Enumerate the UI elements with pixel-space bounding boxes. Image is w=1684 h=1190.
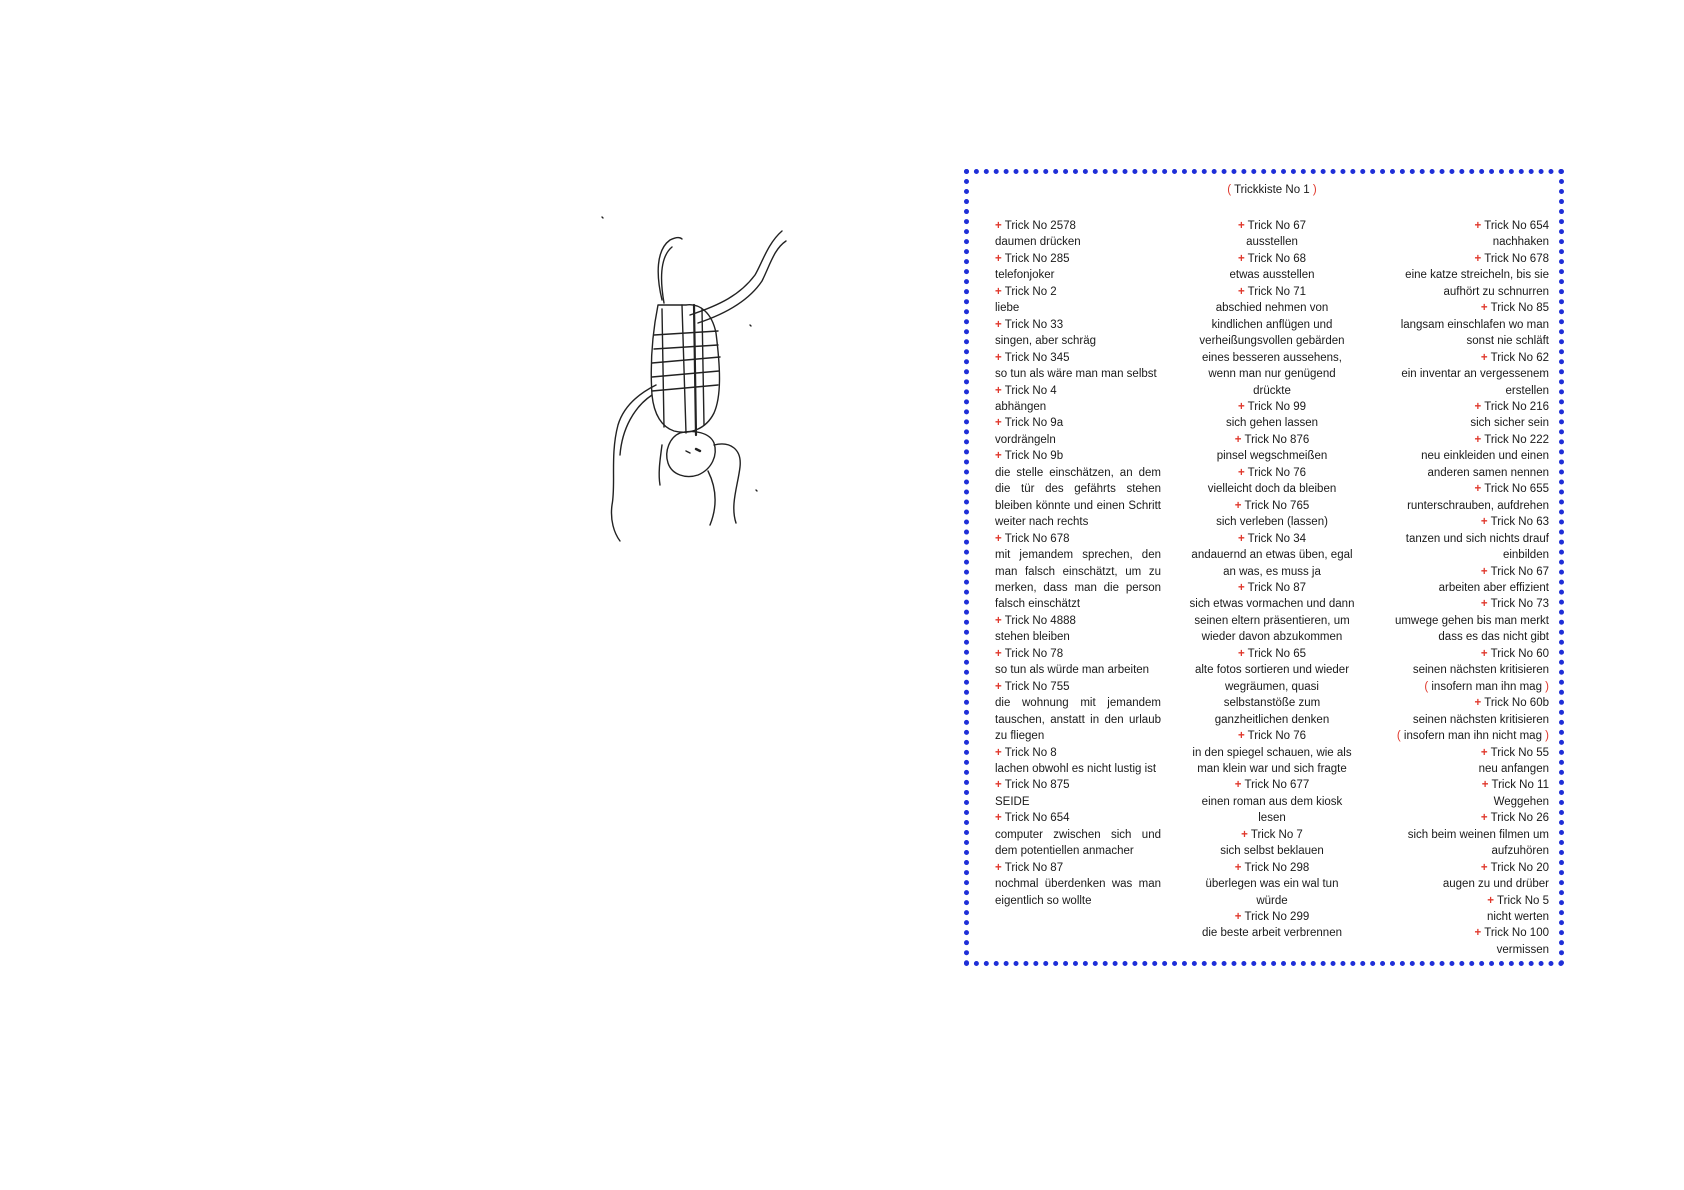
trick-entry [1189,728,1355,777]
plus-icon: + [1474,433,1482,446]
trick-label-line [1189,909,1355,925]
trick-label-line [1383,860,1549,876]
trick-label: Trick No 222 [1484,433,1549,446]
plus-icon: + [1474,697,1482,710]
trick-label: Trick No 677 [1244,779,1310,792]
plus-icon: + [995,351,1002,364]
trick-entry [995,350,1161,383]
plus-icon: + [1480,598,1488,611]
trick-label-line [1383,300,1549,316]
trick-entry [1383,925,1549,958]
trick-label-line [1383,646,1549,662]
trick-entry [1189,432,1355,465]
trick-label: Trick No 765 [1244,499,1310,512]
trick-entry [1189,218,1355,251]
trick-label: Trick No 2 [1004,285,1057,298]
trick-label-line [1383,925,1549,941]
plus-icon: + [995,220,1002,232]
trick-label-line [1383,893,1549,909]
trick-label-line [1189,580,1355,596]
trick-description: sich beim weinen filmen um aufzuhören [1407,828,1549,858]
trick-label-line [1189,498,1355,514]
title-open-paren: ( [1227,184,1232,196]
trick-label: Trick No 5 [1497,894,1549,907]
trick-description: seinen nächsten kritisieren [1412,713,1549,726]
trick-entry [1189,465,1355,498]
trick-label-line [995,613,1161,629]
trick-description: mit jemandem sprechen, den man falsch einschätzt, um zu merken, dass man die person falsch einschätzt [995,549,1161,611]
plus-icon: + [995,614,1002,627]
trick-column-middle [1189,218,1355,958]
trick-description: Weggehen [1493,795,1549,808]
trick-label: Trick No 7 [1250,828,1303,841]
plus-icon: + [1237,285,1245,298]
plus-icon: + [995,384,1002,397]
plus-icon: + [995,812,1002,825]
trick-description: vordrängeln [995,433,1056,446]
trick-entry [1383,514,1549,563]
trick-label: Trick No 63 [1490,516,1549,529]
plus-icon: + [1237,220,1245,232]
trick-description: singen, aber schräg [995,335,1097,348]
trick-entry [1383,646,1549,695]
trick-label: Trick No 62 [1490,351,1549,364]
trick-label: Trick No 85 [1490,302,1549,315]
trick-description: einen roman aus dem kiosk lesen [1201,795,1343,825]
trick-entry [995,860,1161,909]
trick-label-line [1383,564,1549,580]
trick-label: Trick No 2578 [1004,220,1076,232]
trick-label-line [1189,646,1355,662]
trick-entry [1189,284,1355,399]
trick-description: vielleicht doch da bleiben [1207,483,1337,496]
trick-entry [1383,350,1549,399]
trick-column-right [1383,218,1549,958]
trick-label-line [995,810,1161,826]
trick-label: Trick No 87 [1247,581,1307,594]
trick-description: sich selbst beklauen [1220,845,1324,858]
plus-icon: + [1237,647,1245,660]
trick-label: Trick No 11 [1491,779,1549,792]
plus-icon: + [1480,746,1488,759]
trick-entry [995,251,1161,284]
plus-icon: + [1480,812,1488,825]
plus-icon: + [1237,730,1245,743]
trick-entry [1383,596,1549,645]
plus-icon: + [1480,516,1488,529]
plus-icon: + [995,680,1002,693]
trick-description: SEIDE [995,795,1030,808]
plus-icon: + [1237,532,1245,545]
trick-description: stehen bleiben [995,631,1070,644]
trick-label: Trick No 26 [1490,812,1549,825]
trick-label-line [1189,860,1355,876]
trick-label-line [1383,745,1549,761]
plus-icon: + [995,532,1002,545]
trick-description: andauernd an etwas üben, egal an was, es muss ja [1191,549,1353,578]
plus-icon: + [1480,302,1488,315]
trick-entry [1189,498,1355,531]
trick-description: ausstellen [1246,236,1298,249]
trick-label-line [1189,399,1355,415]
note-close-paren: ) [1541,680,1549,693]
trick-label: Trick No 100 [1484,927,1549,940]
trick-entry [1383,300,1549,349]
trick-label-line [995,679,1161,695]
plus-icon: + [995,861,1002,874]
trick-entry [1189,531,1355,580]
trick-entry [1383,218,1549,251]
trick-entry [1189,251,1355,284]
trick-label: Trick No 33 [1004,318,1064,331]
plus-icon: + [995,450,1002,463]
trick-description: liebe [995,302,1020,315]
trick-label-line [1383,596,1549,612]
trick-description: computer zwischen sich und dem potentiellen anmacher [995,828,1161,858]
trick-label: Trick No 73 [1490,598,1549,611]
plus-icon: + [1234,499,1242,512]
trick-label: Trick No 655 [1484,483,1549,496]
plus-icon: + [995,417,1002,430]
trick-description: nachhaken [1492,236,1549,249]
trick-label-line [1189,531,1355,547]
trick-label-line [995,317,1161,333]
trick-label-line [1189,777,1355,793]
trick-entry [995,284,1161,317]
plus-icon: + [995,647,1002,660]
trick-label-line [995,646,1161,662]
trick-description: etwas ausstellen [1229,269,1315,282]
trick-entry [1189,399,1355,432]
plus-icon: + [1237,252,1245,265]
trick-entry [995,218,1161,251]
title-close-paren: ) [1312,184,1317,196]
trick-label: Trick No 76 [1247,466,1307,479]
trick-entry [1383,481,1549,514]
trick-entry [1383,564,1549,597]
trick-entry [1383,432,1549,481]
trick-description: seinen nächsten kritisieren [1412,664,1549,677]
trick-entry [995,679,1161,745]
trick-description: nochmal überdenken was man eigentlich so wollte [995,878,1161,907]
plus-icon: + [1481,779,1489,792]
trick-label: Trick No 875 [1004,779,1070,792]
trick-label-line [1383,399,1549,415]
note-close-paren: ) [1541,730,1549,743]
trick-description: eine katze streicheln, bis sie aufhört zu schnurren [1405,269,1549,298]
plus-icon: + [1234,433,1242,446]
trick-description: abschied nehmen von kindlichen anflügen und verheißungsvollen gebärden eines besseren aussehens, wenn man nur genügend drückte [1199,302,1345,397]
plus-icon: + [995,252,1002,265]
plus-icon: + [995,318,1002,331]
trick-description: nicht werten [1486,911,1549,924]
trick-description: die beste arbeit verbrennen [1201,927,1342,940]
trick-label: Trick No 78 [1004,647,1064,660]
trick-entry [1189,777,1355,826]
trick-entry [1383,695,1549,744]
note-text: insofern man ihn nicht mag [1403,730,1542,743]
trick-entry [995,613,1161,646]
trick-label-line [1383,432,1549,448]
note-open-paren: ( [1396,730,1404,743]
trick-label-line [995,251,1161,267]
trick-label-line [995,284,1161,300]
trick-entry [995,415,1161,448]
plus-icon: + [1474,252,1482,265]
trick-description: abhängen [995,400,1047,413]
trick-description: arbeiten aber effizient [1438,581,1549,594]
trick-label-line [1383,251,1549,267]
note-text: insofern man ihn mag [1431,680,1542,693]
plus-icon: + [1237,466,1245,479]
trick-label-line [1383,218,1549,234]
trick-label: Trick No 9a [1004,417,1064,430]
trick-label: Trick No 8 [1004,746,1057,759]
trick-description: so tun als würde man arbeiten [995,664,1150,677]
trick-label: Trick No 65 [1247,647,1307,660]
trick-label: Trick No 345 [1004,351,1070,364]
trick-label-line [995,218,1161,234]
title-text: Trickkiste No 1 [1234,184,1310,196]
upside-down-figure-sketch [590,205,790,545]
trick-note [1383,728,1549,744]
trick-label: Trick No 285 [1004,252,1070,265]
trick-description: vermissen [1496,943,1549,956]
trick-label-line [1189,728,1355,744]
trick-label: Trick No 55 [1490,746,1549,759]
trick-entry [1189,580,1355,646]
trick-description: pinsel wegschmeißen [1216,450,1328,463]
trick-label: Trick No 34 [1247,532,1307,545]
trick-entry [995,448,1161,530]
trick-label: Trick No 876 [1244,433,1310,446]
trick-description: in den spiegel schauen, wie als man klein war und sich fragte [1192,746,1352,775]
plus-icon: + [1237,400,1245,413]
trick-label: Trick No 755 [1004,680,1070,693]
trick-entry [1383,860,1549,893]
trick-description: daumen drücken [995,236,1081,249]
trick-description: die stelle einschätzen, an dem die tür des gefährts stehen bleiben könnte und einen Schritt weiter nach rechts [995,466,1161,529]
plus-icon: + [1237,581,1245,594]
trick-label: Trick No 654 [1004,812,1070,825]
trickkiste-box [964,169,1564,966]
trick-label: Trick No 67 [1490,565,1549,578]
trick-entry [1189,827,1355,860]
trick-label-line [1189,251,1355,267]
plus-icon: + [1474,400,1482,413]
trick-description: überlegen was ein wal tun würde [1205,878,1339,907]
plus-icon: + [1480,647,1488,660]
trick-label: Trick No 678 [1484,252,1549,265]
trick-description: augen zu und drüber [1442,878,1549,891]
trick-label-line [1383,481,1549,497]
trick-label: Trick No 99 [1247,400,1307,413]
trick-description: telefonjoker [995,269,1055,282]
trick-entry [1383,745,1549,778]
trick-label: Trick No 60 [1490,647,1549,660]
trick-label: Trick No 216 [1484,400,1549,413]
plus-icon: + [995,779,1002,792]
trick-label-line [995,531,1161,547]
trick-entry [995,317,1161,350]
trick-label-line [1189,218,1355,234]
trick-entry [995,745,1161,778]
trick-label: Trick No 654 [1484,220,1549,232]
trick-label-line [1189,465,1355,481]
trick-label: Trick No 298 [1244,861,1310,874]
trick-entry [1383,399,1549,432]
trick-description: sich gehen lassen [1225,417,1319,430]
plus-icon: + [1480,351,1488,364]
trick-column-left [995,218,1161,958]
trick-label-line [1189,432,1355,448]
trick-entry [1383,777,1549,810]
box-title [995,182,1549,198]
trick-description: sich etwas vormachen und dann seinen eltern präsentieren, um wieder davon abzukommen [1189,598,1355,644]
plus-icon: + [1487,894,1495,907]
plus-icon: + [1480,861,1488,874]
trick-label-line [1383,777,1549,793]
trick-description: sich verleben (lassen) [1216,516,1328,529]
trick-entry [995,777,1161,810]
plus-icon: + [995,746,1002,759]
trick-label-line [995,860,1161,876]
trick-label-line [1383,350,1549,366]
trick-label-line [995,745,1161,761]
plus-icon: + [1474,220,1482,232]
trick-description: runterschrauben, aufdrehen [1407,499,1549,512]
trick-description: langsam einschlafen wo man sonst nie schläft [1400,318,1549,348]
trick-label: Trick No 68 [1247,252,1307,265]
trick-label-line [995,448,1161,464]
trick-entry [995,646,1161,679]
trick-description: so tun als wäre man man selbst [995,368,1157,381]
trick-description: sich sicher sein [1470,417,1549,430]
trick-entry [1383,251,1549,300]
trick-description: lachen obwohl es nicht lustig ist [995,762,1157,775]
trick-description: alte fotos sortieren und wieder wegräumen, quasi selbstanstöße zum ganzheitlichen denken [1194,664,1350,726]
trick-entry [995,810,1161,859]
trick-label-line [995,415,1161,431]
trick-label: Trick No 71 [1247,285,1307,298]
trick-label: Trick No 20 [1490,861,1549,874]
trick-label: Trick No 60b [1484,697,1549,710]
trick-description: ein inventar an vergessenem erstellen [1401,368,1549,397]
trick-entry [1383,893,1549,926]
trick-label-line [1383,695,1549,711]
trick-label: Trick No 4888 [1004,614,1076,627]
trick-entry [995,531,1161,613]
trick-description: die wohnung mit jemandem tauschen, anstatt in den urlaub zu fliegen [995,697,1161,743]
trick-label: Trick No 299 [1244,911,1310,924]
plus-icon: + [1480,565,1488,578]
trick-description: umwege gehen bis man merkt dass es das nicht gibt [1394,614,1549,644]
plus-icon: + [1234,911,1242,924]
plus-icon: + [1474,483,1482,496]
trick-label: Trick No 76 [1247,730,1307,743]
trick-label: Trick No 67 [1247,220,1307,232]
plus-icon: + [1234,779,1242,792]
trick-label-line [1189,284,1355,300]
trick-entry [995,383,1161,416]
trick-entry [1189,646,1355,728]
trick-entry [1189,909,1355,942]
trick-note [1383,679,1549,695]
trick-label: Trick No 87 [1004,861,1064,874]
plus-icon: + [1241,828,1248,841]
trick-entry [1383,810,1549,859]
plus-icon: + [1234,861,1242,874]
trick-label-line [1383,514,1549,530]
trick-label: Trick No 678 [1004,532,1070,545]
trick-description: tanzen und sich nichts drauf einbilden [1405,532,1549,562]
plus-icon: + [995,285,1002,298]
trick-label-line [995,350,1161,366]
trick-entry [1189,860,1355,909]
trick-columns [995,218,1549,958]
trick-description: neu anfangen [1478,762,1549,775]
trick-label-line [1383,810,1549,826]
trick-label: Trick No 4 [1004,384,1057,397]
trick-label-line [1189,827,1355,843]
trick-description: neu einkleiden und einen anderen samen nennen [1421,450,1549,479]
note-open-paren: ( [1424,680,1432,693]
plus-icon: + [1474,927,1482,940]
trick-label: Trick No 9b [1004,450,1064,463]
trick-label-line [995,777,1161,793]
trick-label-line [995,383,1161,399]
